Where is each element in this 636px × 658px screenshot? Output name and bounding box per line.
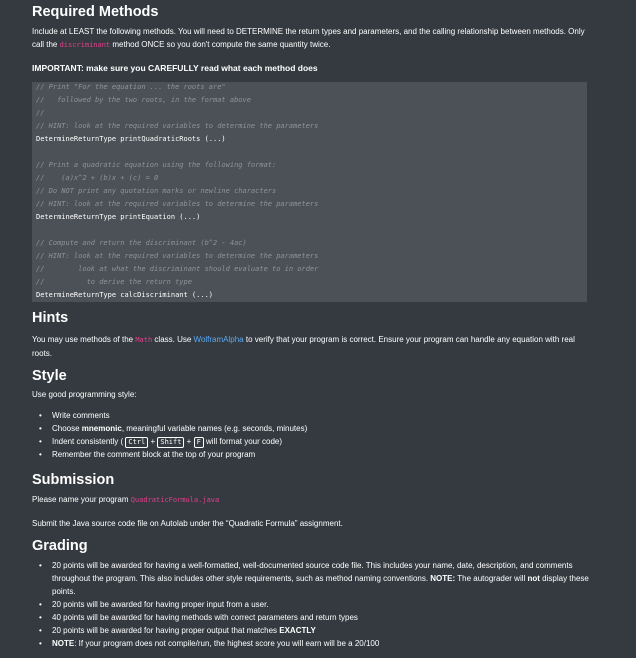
submission-heading: Submission (32, 472, 115, 488)
submission-filename-text: Please name your program QuadraticFormula.java (32, 495, 220, 504)
code-comment-line: // (36, 109, 45, 117)
list-item: • Choose mnemonic, meaningful variable names (e.g. seconds, minutes) (39, 424, 308, 433)
code-comment-line: // HINT: look at the required variables to determine the parameters (36, 122, 319, 130)
list-item: • NOTE: If your program does not compile/run, the highest score you will earn will be a 20/100 (39, 639, 380, 648)
grading-list (32, 559, 592, 650)
hints-heading: Hints (32, 310, 69, 326)
list-item: • Remember the comment block at the top of your program (39, 450, 256, 459)
style-list (32, 409, 592, 461)
code-line: DetermineReturnType printEquation (...) (36, 213, 201, 221)
code-comment-line: // Do NOT print any quotation marks or newline characters (36, 187, 277, 195)
code-comment-line: // HINT: look at the required variables to determine the parameters (36, 200, 319, 208)
list-item: • 20 points will be awarded for having proper input from a user. (39, 600, 269, 609)
code-comment-line: // look at what the discriminant should evaluate to in order (36, 265, 319, 273)
important-note: IMPORTANT: make sure you CAREFULLY read what each method does (32, 63, 318, 73)
style-heading: Style (32, 368, 67, 384)
code-line: DetermineReturnType calcDiscriminant (...) (36, 291, 214, 299)
wolframalpha-link[interactable]: WolframAlpha (193, 335, 244, 344)
list-item: • 40 points will be awarded for having methods with correct parameters and return types (39, 613, 358, 622)
method-code-block (32, 82, 587, 302)
list-item: • Write comments (39, 411, 110, 420)
math-inline-code: Math (135, 336, 153, 344)
code-comment-line: // followed by the two roots, in the format above (36, 96, 251, 104)
code-line: DetermineReturnType printQuadraticRoots (...) (36, 135, 226, 143)
style-intro: Use good programming style: (32, 390, 137, 399)
code-comment-line: // to derive the return type (36, 278, 192, 286)
required-methods-heading: Required Methods (32, 4, 159, 20)
grading-heading: Grading (32, 538, 88, 554)
filename-inline-code: QuadraticFormula.java (130, 496, 220, 504)
code-comment-line: // (a)x^2 + (b)x + (c) = 0 (36, 174, 159, 182)
code-comment-line: // HINT: look at the required variables to determine the parameters (36, 252, 319, 260)
code-comment-line: // Compute and return the discriminant (b^2 - 4ac) (36, 239, 247, 247)
f-key: F (194, 437, 204, 448)
ctrl-key: Ctrl (125, 437, 148, 448)
shift-key: Shift (157, 437, 184, 448)
required-methods-intro: Include at LEAST the following methods. You will need to DETERMINE the return types and parameters, and the calling relationship between methods. Only call the discriminant method ONCE so you don't compute the same quantity twice. (32, 27, 585, 49)
discriminant-inline-code: discriminant (59, 41, 111, 49)
submission-instructions: Submit the Java source code file on Autolab under the “Quadratic Formula” assignment. (32, 519, 343, 528)
list-item: • 20 points will be awarded for having a well-formatted, well-documented source code file. This includes your name, date, description, and comments throughout the program. This also includes other style requirements, such as method naming conventions. NOTE: The autograder will not display these points. (39, 561, 589, 596)
code-comment-line: // Print a quadratic equation using the following format: (36, 161, 277, 169)
code-comment-line: // Print "For the equation ... the roots are" (36, 83, 226, 91)
list-item: • 20 points will be awarded for having proper output that matches EXACTLY (39, 626, 316, 635)
hints-text: You may use methods of the Math class. Use WolframAlpha to verify that your program is correct. Ensure your program can handle any equation with real roots. (32, 335, 575, 358)
list-item: • Indent consistently ( Ctrl + Shift + F will format your code) (39, 437, 283, 446)
